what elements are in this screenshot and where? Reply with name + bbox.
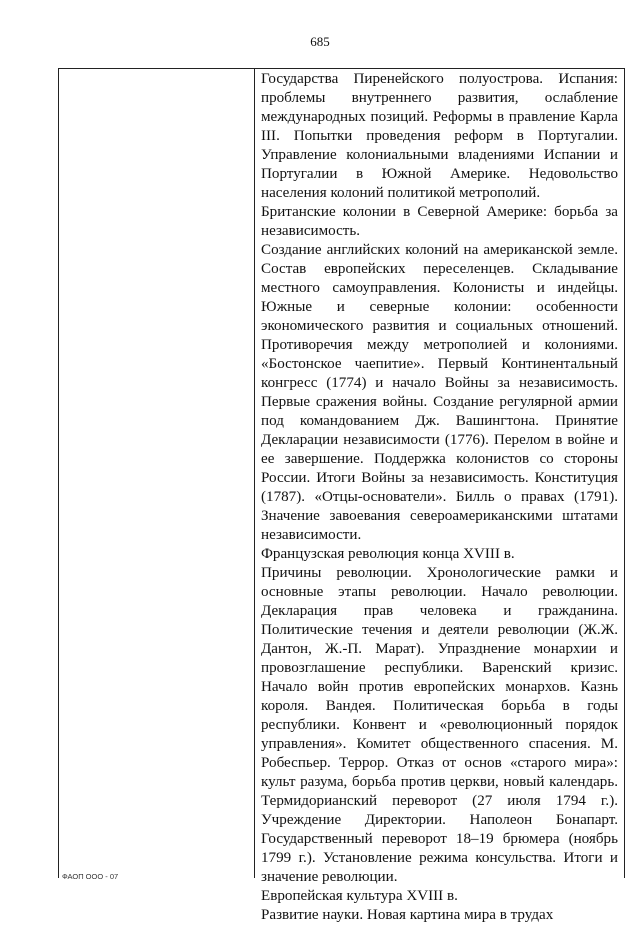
table-right-column xyxy=(255,69,624,923)
curriculum-table xyxy=(58,68,625,923)
paragraph-french-revolution: Причины революции. Хронологические рамки и основные этапы революции. Начало революции. Декларация прав человека и гражданина. Политические течения и деятели революции (Ж.Ж. Дантон, Ж.-П. Марат). Упразднение монархии и провозглашение республики. Варенский кризис. Начало войн против европейских монархов. Казнь короля. Вандея. Политическая борьба в годы республики. Конвент и «революционный порядок управления». Комитет общественного спасения. М. Робеспьер. Террор. Отказ от основ «старого мира»: культ разума, борьба против церкви, новый календарь. Термидорианский переворот (27 июля 1794 г.). Учреждение Директории. Наполеон Бонапарт. Государственный переворот 18–19 брюмера (ноябрь 1799 г.). Установление режима консульства. Итоги и значение революции. xyxy=(261,565,618,885)
heading-french-revolution: Французская революция конца XVIII в. xyxy=(261,546,515,562)
paragraph-american-colonies: Создание английских колоний на американской земле. Состав европейских переселенцев. Складывание местного самоуправления. Колонисты и индейцы. Южные и северные колонии: особенности экономического развития и социальных отношений. Противоречия между метрополией и колониями. «Бостонское чаепитие». Первый Континентальный конгресс (1774) и начало Войны за независимость. Первые сражения войны. Создание регулярной армии под командованием Дж. Вашингтона. Принятие Декларации независимости (1776). Перелом в войне и ее завершение. Поддержка колонистов со стороны России. Итоги Войны за независимость. Конституция (1787). «Отцы-основатели». Билль о правах (1791). Значение завоевания североамериканскими штатами независимости. xyxy=(261,242,618,543)
heading-european-culture: Европейская культура XVIII в. xyxy=(261,888,458,904)
heading-british-colonies: Британские колонии в Северной Америке: борьба за независимость. xyxy=(261,204,618,239)
table-cell-content xyxy=(255,69,624,925)
paragraph-science: Развитие науки. Новая картина мира в трудах xyxy=(261,907,554,923)
page-number: 685 xyxy=(310,34,330,49)
footer-label: ФАОП ООО - 07 xyxy=(62,872,119,881)
table-left-column xyxy=(59,69,255,878)
paragraph-iberian: Государства Пиренейского полуострова. Испания: проблемы внутреннего развития, ослабление международных позиций. Реформы в правление Карла III. Попытки проведения реформ в Португалии. Управление колониальными владениями Испании и Португалии в Южной Америке. Недовольство населения колоний политикой метрополий. xyxy=(261,71,618,201)
